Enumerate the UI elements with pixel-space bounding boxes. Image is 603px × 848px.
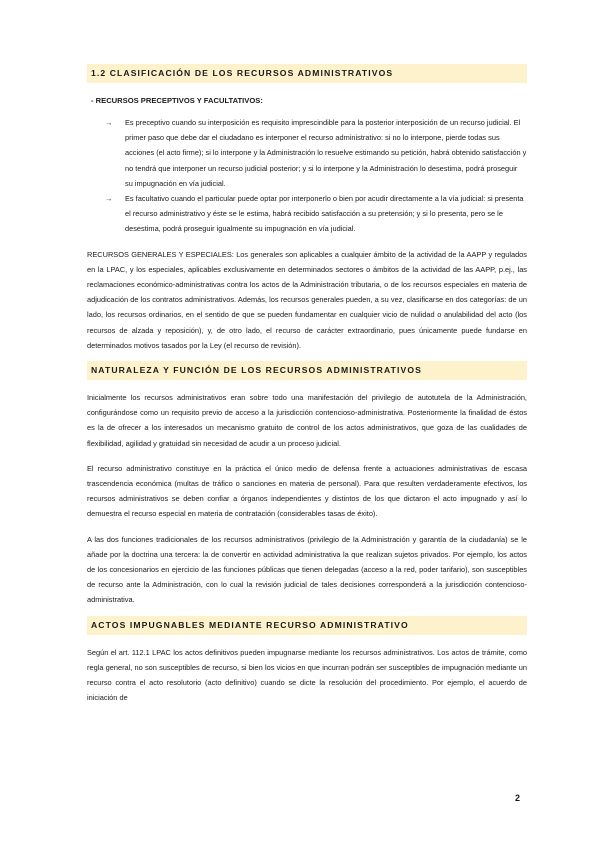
section-heading-clasificacion: 1.2 CLASIFICACIÓN DE LOS RECURSOS ADMINISTRATIVOS [87,64,527,83]
list-item [105,115,527,191]
paragraph: El recurso administrativo constituye en la práctica el único medio de defensa frente a actuaciones administrativas de escasa trascendencia económica (multas de tráfico o sanciones en materia de personal). Para que resulten verdaderamente efectivos, los recursos administrativos se deben confiar a órganos independientes y distintos de los que dictaron el acto impugnado y así lo demuestra el recurso especial en materia de contratación (considerables tasas de éxito). [87,463,527,519]
bullet-text: Es preceptivo cuando su interposición es requisito imprescindible para la posterior interposición de un recurso judicial. El primer paso que debe dar el ciudadano es interponer el recurso administrativo: si no lo interpone, pierde todas sus acciones (el acto firme); si lo interpone y la Administración lo resuelve estimando su petición, habrá obtenido satisfacción y no tendrá que interponer un recurso judicial posterior; y si lo interpone y la Administración lo desestima, podrá proseguir su impugnación en vía judicial. [125,118,527,188]
arrow-icon: → [105,194,113,204]
paragraph: Según el art. 112.1 LPAC los actos definitivos pueden impugnarse mediante los recursos administrativos. Los actos de trámite, como regla general, no son susceptibles de recurso, si bien los vicios en que incurran podrán ser susceptibles de impugnación mediante un recurso contra el acto resolutorio (acto definitivo) cuando se dicte la resolución del procedimiento. Por ejemplo, el acuerdo de iniciación de [87,647,527,703]
subheading-preceptivos: - RECURSOS PRECEPTIVOS Y FACULTATIVOS: [91,96,263,105]
paragraph: A las dos funciones tradicionales de los recursos administrativos (privilegio de la Administración y garantía de la ciudadanía) se le añade por la doctrina una tercera: la de convertir en actividad administrativa la que realizan sujetos privados. Por ejemplo, los actos de los concesionarios en ejercicio de las funciones públicas que tienen delegadas (acceso a la red, poder tarifario), son susceptibles de recurso ante la Administración, con lo cual la revisión judicial de tales decisiones corresponderá a la jurisdicción contencioso-administrativa. [87,534,527,605]
bullet-list [87,115,527,237]
list-item [105,191,527,237]
document-page [87,64,527,706]
paragraph: Inicialmente los recursos administrativos eran sobre todo una manifestación del privilegio de autotutela de la Administración, configurándose como un requisito previo de acceso a la jurisdicción contencioso-administrativa. Posteriormente la finalidad de éstos es la de ofrecer a los interesados un mecanismo gratuito de control de los actos administrativos, que goza de las cualidades de flexibilidad, agilidad y gratuidad sin necesidad de acudir a un proceso judicial. [87,393,527,448]
page-number: 2 [515,793,521,803]
paragraph-generales-especiales: RECURSOS GENERALES Y ESPECIALES: Los generales son aplicables a cualquier ámbito de la actividad de la AAPP y regulados en la LPAC, y los especiales, aplicables exclusivamente en determinados sectores o ámbitos de la actividad de las AAPP, p.ej., las reclamaciones económico-administrativas contra los actos de la Administración tributaria, o de los recursos especiales en materia de adjudicación de los contratos administrativos. Además, los recursos generales pueden, a su vez, clasificarse en dos categorías: de un lado, los recursos ordinarios, en el sentido de que se pueden fundamentar en cualquier vicio de nulidad o anulabilidad del acto (los recursos de alzada y reposición), y, de otro lado, el recurso de carácter extraordinario, pues únicamente puede fundarse en determinados motivos tasados por la Ley (el recurso de revisión). [87,249,527,350]
bullet-text: Es facultativo cuando el particular puede optar por interponerlo o bien por acudir directamente a la vía judicial: si presenta el recurso administrativo y éste se le estima, habrá recibido satisfacción a su pretensión; y si lo presenta, pero se le desestima, podrá proseguir igualmente su impugnación en vía judicial. [125,194,524,234]
section-heading-actos-impugnables: ACTOS IMPUGNABLES MEDIANTE RECURSO ADMINISTRATIVO [87,616,527,635]
arrow-icon: → [105,118,113,127]
section-heading-naturaleza: NATURALEZA Y FUNCIÓN DE LOS RECURSOS ADMINISTRATIVOS [87,361,527,380]
